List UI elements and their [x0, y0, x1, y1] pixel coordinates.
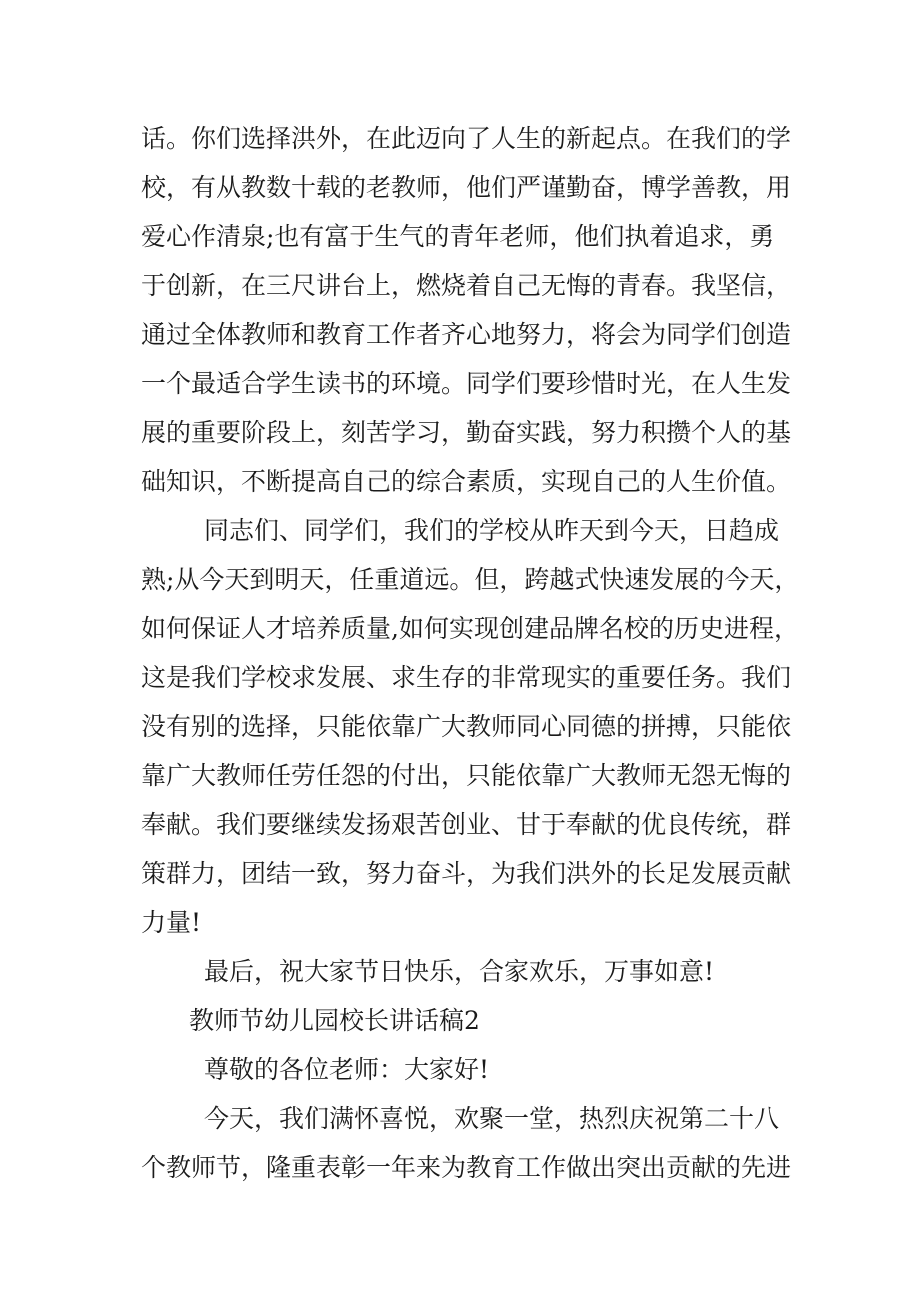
salutation-line: 尊敬的各位老师：大家好! — [204, 1055, 490, 1084]
text-line-2: 校，有从教数十载的老教师，他们严谨勤奋，博学善教，用 — [141, 173, 792, 202]
text-line-21: 今天，我们满怀喜悦，欢聚一堂，热烈庆祝第二十八 — [204, 1104, 780, 1133]
section-heading: 教师节幼儿园校长讲话稿2 — [189, 1006, 480, 1035]
text-line-16: 策群力，团结一致，努力奋斗，为我们洪外的长足发展贡献 — [141, 859, 792, 888]
text-line-6: 一个最适合学生读书的环境。同学们要珍惜时光，在人生发 — [141, 369, 792, 398]
text-line-11: 如何保证人才培养质量,如何实现创建品牌名校的历史进程， — [141, 614, 799, 643]
text-line-8: 础知识，不断提高自己的综合素质，实现自己的人生价值。 — [141, 467, 792, 496]
text-line-3: 爱心作清泉;也有富于生气的青年老师，他们执着追求，勇 — [141, 222, 775, 251]
text-line-17: 力量! — [141, 908, 202, 937]
text-line-12: 这是我们学校求发展、求生存的非常现实的重要任务。我们 — [141, 663, 792, 692]
closing-line: 最后，祝大家节日快乐，合家欢乐，万事如意! — [204, 957, 715, 986]
text-line-10: 熟;从今天到明天，任重道远。但，跨越式快速发展的今天， — [141, 565, 800, 594]
text-line-4: 于创新，在三尺讲台上，燃烧着自己无悔的青春。我坚信， — [141, 271, 792, 300]
text-line-1: 话。你们选择洪外，在此迈向了人生的新起点。在我们的学 — [141, 124, 792, 153]
text-line-15: 奉献。我们要继续发扬艰苦创业、甘于奉献的优良传统，群 — [141, 810, 792, 839]
text-line-14: 靠广大教师任劳任怨的付出，只能依靠广大教师无怨无悔的 — [141, 761, 792, 790]
text-line-7: 展的重要阶段上，刻苦学习，勤奋实践，努力积攒个人的基 — [141, 418, 792, 447]
text-line-22: 个教师节，隆重表彰一年来为教育工作做出突出贡献的先进 — [141, 1153, 792, 1182]
text-line-13: 没有别的选择，只能依靠广大教师同心同德的拼搏，只能依 — [141, 712, 792, 741]
text-line-5: 通过全体教师和教育工作者齐心地努力，将会为同学们创造 — [141, 320, 792, 349]
text-line-9: 同志们、同学们，我们的学校从昨天到今天，日趋成 — [204, 516, 780, 545]
